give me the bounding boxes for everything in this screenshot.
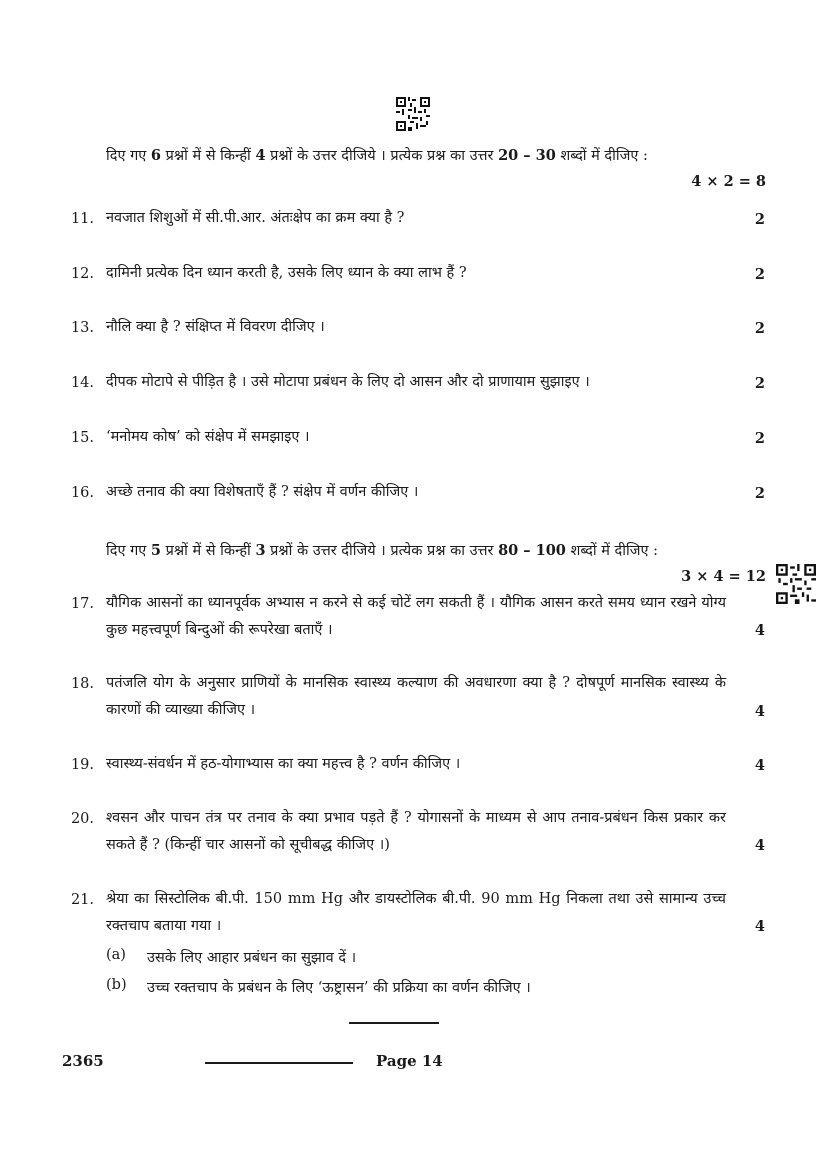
question-marks: 2 [754,485,765,502]
question-text: यौगिक आसनों का ध्यानपूर्वक अभ्यास न करने से कई चोटें लग सकती हैं । यौगिक आसन करते समय ध्यान रखने योग्य कुछ महत्त्वपूर्ण बिन्दुओं की रूपरेखा बताएँ । [106,595,726,638]
question-number: 11. [70,211,94,227]
question-number: 13. [70,320,94,336]
question-text: नवजात शिशुओं में सी.पी.आर. अंतःक्षेप का क्रम क्या है ? [106,210,405,226]
question-marks: 4 [754,757,765,774]
question-marks: 2 [754,375,765,392]
question-marks: 4 [754,918,765,935]
question-marks: 4 [754,622,765,639]
question-marks: 2 [754,430,765,447]
question-number: 19. [70,757,94,773]
sub-part-text: उच्च रक्तचाप के प्रबंधन के लिए ‘ऊष्ट्रासन’ की प्रक्रिया का वर्णन कीजिए । [147,980,531,996]
question-marks: 4 [754,837,765,854]
paper-code: 2365 [62,1052,104,1070]
question-text: श्वसन और पाचन तंत्र पर तनाव के क्या प्रभाव पड़ते हैं ? योगासनों के माध्यम से आप तनाव-प्रबंधन किस प्रकार कर सकते हैं ? (किन्हीं चार आसनों को सूचीबद्ध कीजिए ।) [106,810,726,853]
question-text: पतंजलि योग के अनुसार प्राणियों के मानसिक स्वास्थ्य कल्याण की अवधारणा क्या है ? दोषपूर्ण मानसिक स्वास्थ्य के कारणों की व्याख्या कीजिए । [106,675,726,718]
question-text: नौलि क्या है ? संक्षिप्त में विवरण दीजिए । [106,319,325,335]
sub-part-label: (b) [106,977,127,993]
question-marks: 4 [754,703,765,720]
question-number: 20. [70,811,94,827]
section-b-marks-formula: 4 × 2 = 8 [691,173,766,190]
question-number: 12. [70,266,94,282]
section-c-instruction: दिए गए 5 प्रश्नों में से किन्हीं 3 प्रश्नों के उत्तर दीजिये । प्रत्येक प्रश्न का उत्तर 80 – 100 शब्दों में दीजिए : [106,542,658,559]
qr-code-icon [396,97,430,131]
end-divider [349,1022,439,1024]
sub-part-text: उसके लिए आहार प्रबंधन का सुझाव दें । [147,950,357,966]
question-text: ‘मनोमय कोष’ को संक्षेप में समझाइए । [106,429,310,445]
page-number: Page 14 [376,1052,443,1070]
question-text: अच्छे तनाव की क्या विशेषताएँ हैं ? संक्षेप में वर्णन कीजिए । [106,484,419,500]
question-number: 18. [70,676,94,692]
question-number: 17. [70,596,94,612]
footer-rule [205,1062,353,1064]
question-marks: 2 [754,320,765,337]
question-marks: 2 [754,211,765,228]
section-b-instruction: दिए गए 6 प्रश्नों में से किन्हीं 4 प्रश्नों के उत्तर दीजिये । प्रत्येक प्रश्न का उत्तर 20 – 30 शब्दों में दीजिए : [106,147,648,164]
question-text: दामिनी प्रत्येक दिन ध्यान करती है, उसके लिए ध्यान के क्या लाभ हैं ? [106,265,467,281]
question-number: 21. [70,892,94,908]
section-c-marks-formula: 3 × 4 = 12 [681,568,766,585]
question-text: स्वास्थ्य-संवर्धन में हठ-योगाभ्यास का क्या महत्त्व है ? वर्णन कीजिए । [106,756,461,772]
sub-part-label: (a) [106,947,126,963]
qr-code-icon [776,564,816,604]
question-number: 15. [70,430,94,446]
question-number: 16. [70,485,94,501]
question-text: दीपक मोटापे से पीड़ित है । उसे मोटापा प्रबंधन के लिए दो आसन और दो प्राणायाम सुझाइए । [106,374,590,390]
question-text: श्रेया का सिस्टोलिक बी.पी. 150 mm Hg और डायस्टोलिक बी.पी. 90 mm Hg निकला तथा उसे सामान्य उच्च रक्तचाप बताया गया । [106,891,726,934]
question-number: 14. [70,375,94,391]
question-marks: 2 [754,266,765,283]
